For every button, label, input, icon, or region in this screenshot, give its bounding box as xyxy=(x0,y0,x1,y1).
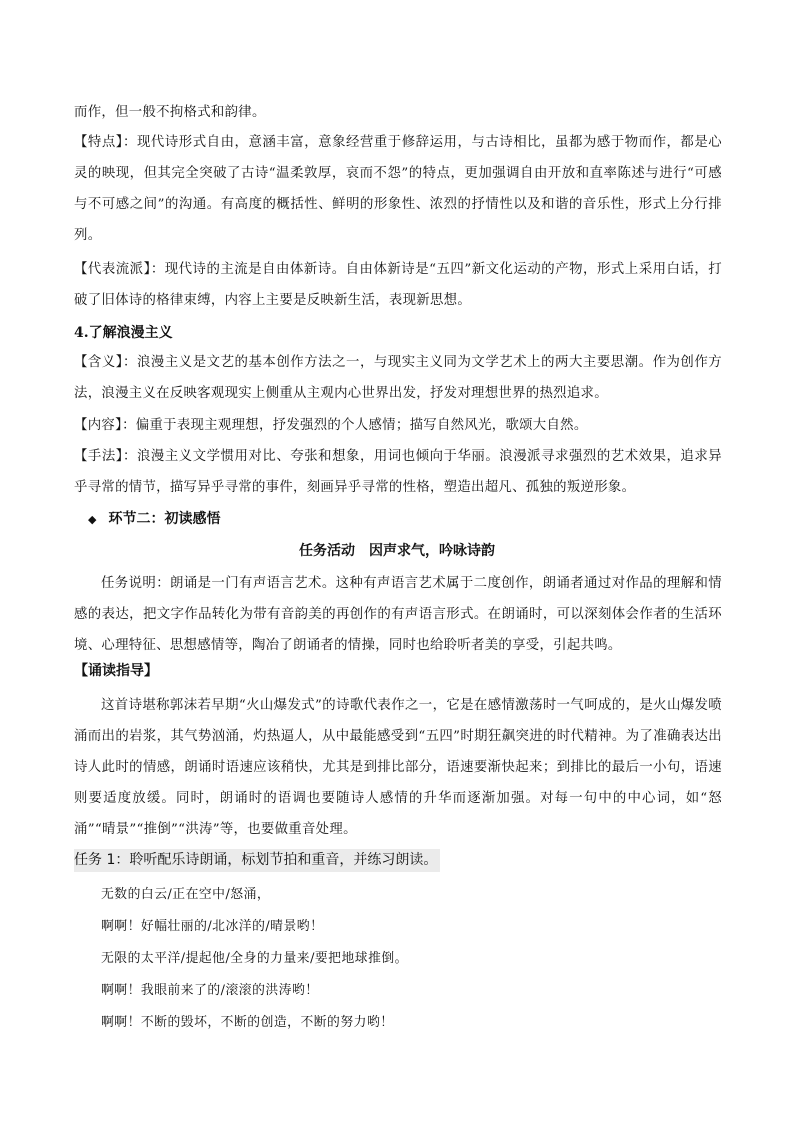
schools-text: ：现代诗的主流是自由体新诗。自由体新诗是“五四”新文化运动的产物，形式上采用白话，打破了旧体诗的格律束缚，内容上主要是反映新生活，表现新思想。 xyxy=(74,262,722,308)
guide-heading: 【诵读指导】 xyxy=(74,663,158,679)
section4-heading: 4.了解浪漫主义 xyxy=(74,325,173,341)
features-paragraph xyxy=(74,127,722,251)
meaning-text: ：浪漫主义是文艺的基本创作方法之一，与现实主义同为文学艺术上的两大主要思潮。作为创作方法，浪漫主义在反映客观现实上侧重从主观内心世界出发，抒发对理想世界的热烈追求。 xyxy=(74,355,722,401)
technique-paragraph xyxy=(74,441,722,503)
features-text: ：现代诗形式自由，意涵丰富，意象经营重于修辞运用，与古诗相比，虽都为感于物而作，都是心灵的映现，但其完全突破了古诗“温柔敦厚，哀而不怨”的特点，更加强调自由开放和直率陈述与进行“可感与不可感之间”的沟通。有高度的概括性、鲜明的形象性、浓烈的抒情性以及和谐的音乐性，形式上分行排列。 xyxy=(74,135,722,243)
guide-paragraph: 这首诗堪称郭沫若早期“火山爆发式”的诗歌代表作之一，它是在感情激荡时一气呵成的，是火山爆发喷涌而出的岩浆，其气势汹涌，灼热逼人，从中最能感受到“五四”时期狂飙突进的时代精神。为了准确表达出诗人此时的情感，朗诵时语速应该稍快，尤其是到排比部分，语速要渐快起来；到排比的最后一小句，语速则要适度放缓。同时，朗诵时的语调也要随诗人感情的升华而逐渐加强。对每一句中的中心词，如“怒涌”“晴景”“推倒”“洪涛”等，也要做重音处理。 xyxy=(74,698,722,837)
diamond-bullet-icon: ◆ xyxy=(88,513,97,526)
features-label: 【特点】 xyxy=(74,135,124,150)
task-activity-title: 任务活动 因声求气，吟咏诗韵 xyxy=(299,543,495,559)
poem-line: 啊啊！好幅壮丽的/北冰洋的/晴景哟！ xyxy=(101,919,324,934)
step2-label: 环节二：初读感悟 xyxy=(108,511,221,527)
schools-paragraph xyxy=(74,254,722,316)
meaning-paragraph xyxy=(74,347,722,409)
content-paragraph xyxy=(74,410,722,441)
poem-line: 无数的白云/正在空中/怒涌， xyxy=(101,887,271,902)
task-description-paragraph: 任务说明：朗诵是一门有声语言艺术。这种有声语言艺术属于二度创作，朗诵者通过对作品的理解和情感的表达，把文字作品转化为带有音韵美的再创作的有声语言形式。在朗诵时，可以深刻体会作者的生活环境、心理特征、思想感情等，陶冶了朗诵者的情操，同时也给聆听者美的享受，引起共鸣。 xyxy=(74,576,722,653)
step2-heading xyxy=(88,508,220,528)
poem-line: 啊啊！我眼前来了的/滚滚的洪涛哟！ xyxy=(101,983,319,998)
technique-text: ：浪漫主义文学惯用对比、夸张和想象，用词也倾向于华丽。浪漫派寻求强烈的艺术效果，追求异乎寻常的情节，描写异乎寻常的事件，刻画异乎寻常的性格，塑造出超凡、孤独的叛逆形象。 xyxy=(74,449,722,495)
technique-label: 【手法】 xyxy=(74,449,124,464)
schools-label: 【代表流派】 xyxy=(74,262,151,277)
content-text: ：偏重于表现主观理想，抒发强烈的个人感情；描写自然风光，歌颂大自然。 xyxy=(122,418,588,433)
intro-tail-paragraph: 而作，但一般不拘格式和韵律。 xyxy=(74,105,266,120)
task1-instruction: 任务 1：聆听配乐诗朗诵，标划节拍和重音，并练习朗读。 xyxy=(74,849,440,872)
poem-line: 无限的太平洋/提起他/全身的力量来/要把地球推倒。 xyxy=(101,951,408,966)
poem-line: 啊啊！不断的毁坏，不断的创造，不断的努力哟！ xyxy=(101,1015,394,1030)
content-label: 【内容】 xyxy=(74,418,123,433)
meaning-label: 【含义】 xyxy=(74,355,124,370)
